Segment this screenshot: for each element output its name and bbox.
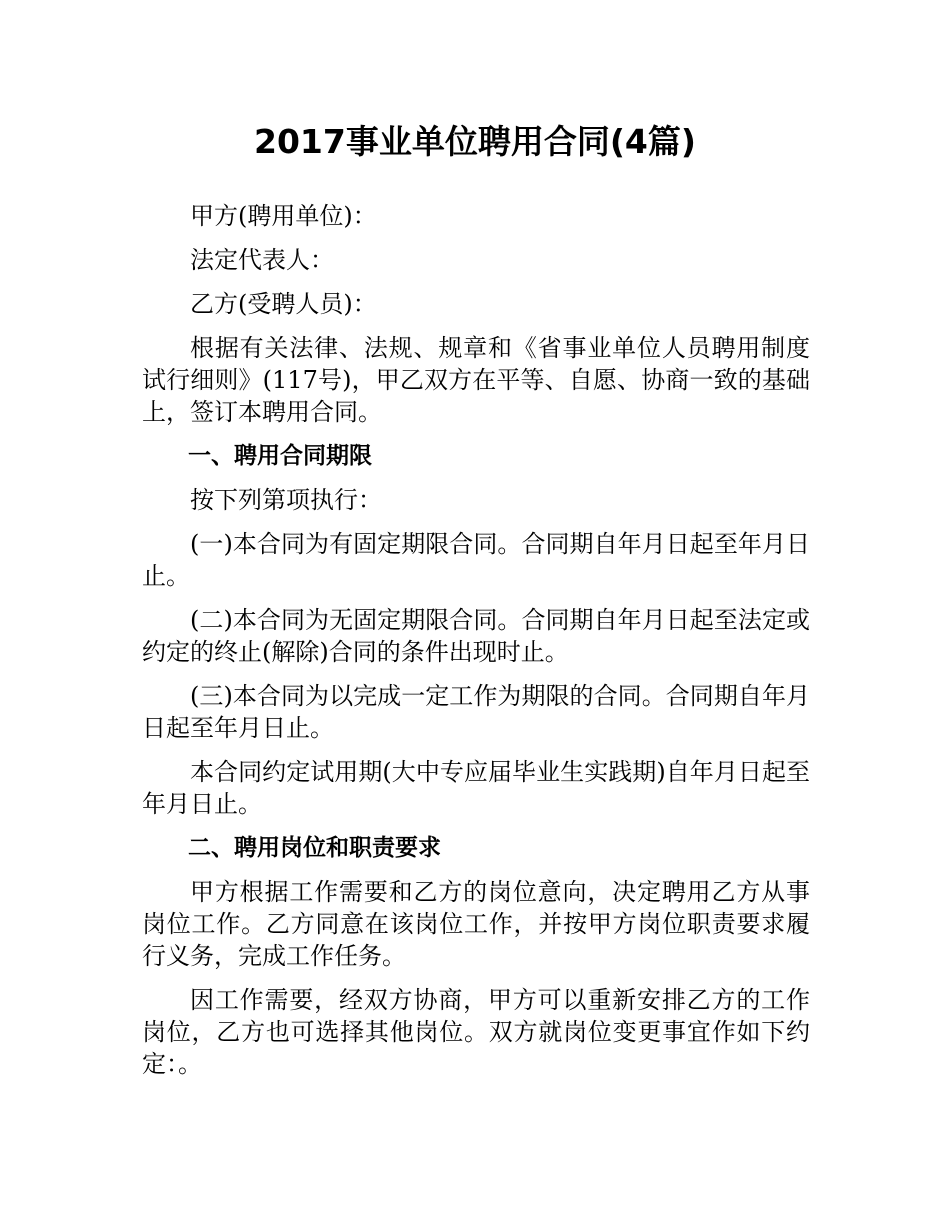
paragraph-legal-representative: 法定代表人： (190, 246, 334, 274)
paragraph-position-duties: 甲方根据工作需要和乙方的岗位意向，决定聘用乙方从事岗位工作。乙方同意在该岗位工作，并按甲方岗位职责要求履行义务，完成工作任务。 (142, 878, 810, 970)
paragraph-party-b: 乙方(受聘人员)： (190, 290, 377, 318)
paragraph-open-ended-term: (二)本合同为无固定期限合同。合同期自年月日起至法定或约定的终止(解除)合同的条件出现时止。 (142, 606, 810, 666)
section-heading-position: 二、聘用岗位和职责要求 (188, 835, 441, 861)
document-title: 2017事业单位聘用合同(4篇) (254, 122, 696, 161)
paragraph-preamble: 根据有关法律、法规、规章和《省事业单位人员聘用制度试行细则》(117号)，甲乙双方在平等、自愿、协商一致的基础上，签订本聘用合同。 (142, 334, 810, 426)
paragraph-fixed-term: (一)本合同为有固定期限合同。合同期自年月日起至年月日止。 (142, 530, 810, 590)
section-heading-term: 一、聘用合同期限 (188, 443, 372, 469)
paragraph-task-based-term: (三)本合同为以完成一定工作为期限的合同。合同期自年月日起至年月日止。 (142, 682, 810, 742)
paragraph-party-a: 甲方(聘用单位)： (190, 202, 377, 230)
paragraph-position-change: 因工作需要，经双方协商，甲方可以重新安排乙方的工作岗位，乙方也可选择其他岗位。双方就岗位变更事宜作如下约定：。 (142, 986, 810, 1078)
paragraph-probation: 本合同约定试用期(大中专应届毕业生实践期)自年月日起至年月日止。 (142, 758, 810, 818)
paragraph-execute-item: 按下列第项执行： (190, 486, 382, 514)
document-body (142, 200, 810, 1092)
